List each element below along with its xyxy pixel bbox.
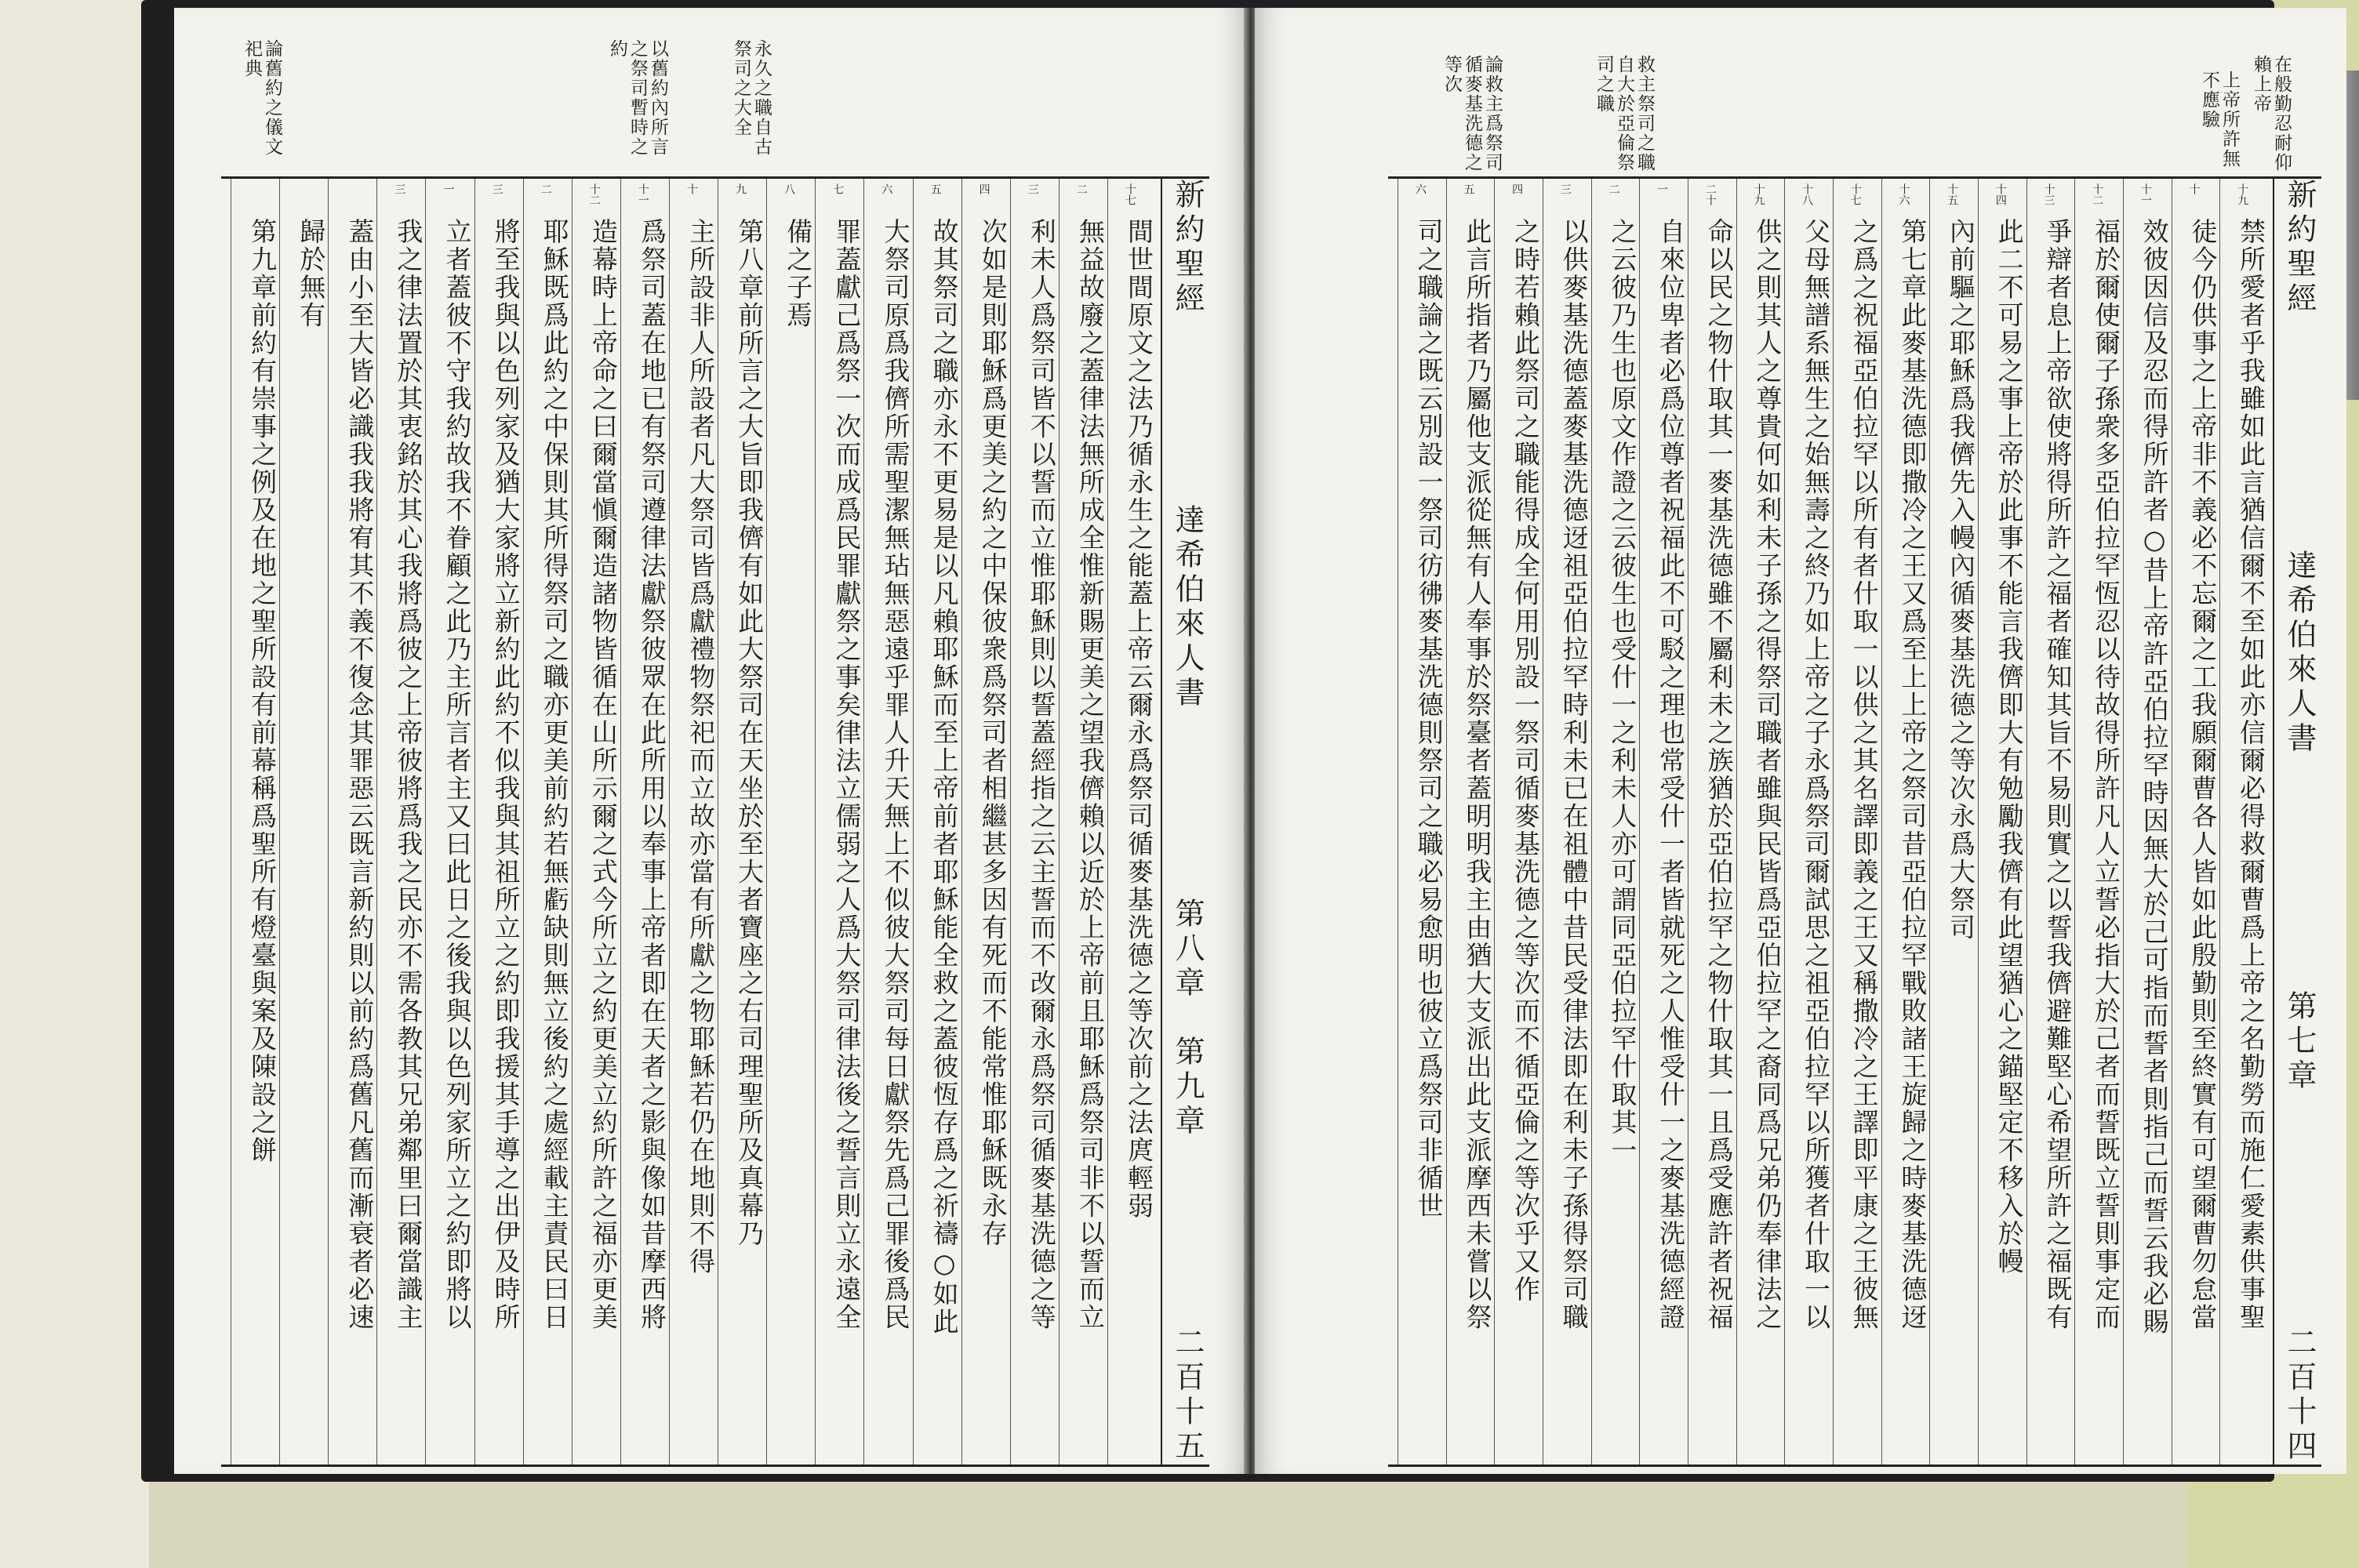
text-column: 耶穌既爲此約之中保則其所得祭司之職亦更美前約若無虧缺則無立後約之處經載主責民曰日 bbox=[523, 179, 570, 1465]
text-column: 我之律法置於其衷銘於其心我將爲彼之上帝彼將爲我之民亦不需各教其兄弟鄰里曰爾當識主 bbox=[376, 179, 423, 1465]
line-number: 五 bbox=[1462, 183, 1475, 194]
line-number: 十四 bbox=[1994, 183, 2007, 205]
right-running-head-chapter: 第七章 bbox=[2282, 989, 2317, 1094]
text-column: 此言所指者乃屬他支派從無有人奉事於祭臺者蓋明明我主由猶大支派出此支派摩西未嘗以祭 bbox=[1446, 179, 1493, 1465]
text-column: 之云彼乃生也原文作證之云彼生也受什一之利未人亦可謂同亞伯拉罕什取其一 bbox=[1591, 179, 1638, 1465]
left-marginal-note-2: 以舊約內所言之祭司暫時之約 bbox=[607, 39, 668, 157]
desk-background-left bbox=[0, 0, 149, 1568]
right-bottom-variant-notes bbox=[1396, 1270, 2321, 1458]
right-marginal-note-2: 上帝所許無不應驗 bbox=[2199, 71, 2240, 169]
text-column: 故其祭司之職亦永不更易是以凡賴耶穌而至上帝前者耶穌能全救之蓋彼恆存爲之祈禱○如此 bbox=[913, 179, 960, 1465]
line-number: 五 bbox=[929, 183, 942, 194]
text-column: 禁所愛者乎我雖如此言猶信爾不至如此亦信爾必得救爾曹爲上帝之名勤勞而施仁愛素供事聖 bbox=[2219, 179, 2266, 1465]
text-column: 備之子焉 bbox=[766, 179, 813, 1465]
right-running-head-page-number: 二百十四 bbox=[2282, 1326, 2317, 1465]
line-number: 十 bbox=[685, 183, 698, 194]
text-column: 利未人爲祭司皆不以誓而立惟耶穌則以誓蓋經指之云主誓而不改爾永爲祭司循麥基洗德之等 bbox=[1010, 179, 1057, 1465]
right-marginal-note-4: 救主祭司之職自大於亞倫祭司之職 bbox=[1594, 55, 1655, 172]
text-column: 第九章前約有崇事之例及在地之聖所設有前幕稱爲聖所有燈臺與案及陳設之餅 bbox=[231, 179, 278, 1465]
line-number: 三 bbox=[1026, 183, 1039, 194]
text-column: 內前驅之耶穌爲我儕先入幔內循麥基洗德之等次永爲大祭司 bbox=[1929, 179, 1976, 1465]
text-column: 歸於無有 bbox=[279, 179, 326, 1465]
text-column: 命以民之物什取其一麥基洗德雖不屬利未之族猶於亞伯拉罕之物什取其一且爲受應許者祝福 bbox=[1688, 179, 1735, 1465]
text-column: 爲祭司蓋在地已有祭司遵律法獻祭彼眾在此所用以奉事上帝者即在天者之影與像如昔摩西將 bbox=[620, 179, 667, 1465]
text-column: 之時若賴此祭司之職能得成全何用別設一祭司循麥基洗德之等次而不循亞倫之等次乎又作 bbox=[1494, 179, 1541, 1465]
line-number: 一 bbox=[1656, 183, 1669, 194]
line-number: 十八 bbox=[1801, 183, 1814, 205]
text-column: 將至我與以色列家及猶大家將立新約此約不似我與其祖所立之約即我援其手導之出伊及時所 bbox=[474, 179, 522, 1465]
text-column: 次如是則耶穌爲更美之約之中保彼衆爲祭司者相繼甚多因有死而不能常惟耶穌既永存 bbox=[961, 179, 1009, 1465]
left-running-head-chapters: 第八章 第九章 bbox=[1170, 898, 1205, 1140]
left-running-head-page-number: 二百十五 bbox=[1170, 1326, 1205, 1465]
text-column: 司之職論之既云別設一祭司彷彿麥基洗德則祭司之職必易愈明也彼立爲祭司非循世 bbox=[1398, 179, 1445, 1465]
text-column: 之爲之祝福亞伯拉罕以所有者什取一以供之其名譯即義之王又稱撒冷之王譯即平康之王彼無 bbox=[1833, 179, 1880, 1465]
line-number: 十二 bbox=[587, 183, 601, 205]
line-number: 十六 bbox=[1897, 183, 1910, 205]
text-column: 徒今仍供事之上帝非不義必不忘爾之工我願爾曹各人皆如此殷勤則至終實有可望爾曹勿怠當 bbox=[2172, 179, 2219, 1465]
text-column: 蓋由小至大皆必識我我將宥其不義不復念其罪惡云既言新約則以前約爲舊凡舊而漸衰者必速 bbox=[328, 179, 375, 1465]
line-number: 十 bbox=[2187, 183, 2201, 194]
line-number: 二十 bbox=[1703, 183, 1717, 205]
text-column: 造幕時上帝命之曰爾當愼爾造諸物皆循在山所示爾之式今所立之約更美立約所許之福亦更美 bbox=[572, 179, 619, 1465]
text-column: 無益故廢之蓋律法無所成全惟新賜更美之望我儕賴以近於上帝前且耶穌爲祭司非不以誓而立 bbox=[1059, 179, 1106, 1465]
line-number: 九 bbox=[734, 183, 747, 194]
text-column: 此二不可易之事上帝於此事不能言我儕即大有勉勵我儕有此望猶心之錨堅定不移入於幔 bbox=[1978, 179, 2025, 1465]
text-column: 第八章前所言之大旨即我儕有如此大祭司在天坐於至大者寶座之右司理聖所及真幕乃 bbox=[718, 179, 765, 1465]
left-bottom-variant-notes bbox=[237, 1270, 1209, 1458]
left-running-head-title: 新約聖經 bbox=[1170, 179, 1205, 317]
line-number: 十九 bbox=[1752, 183, 1765, 205]
right-running-head-book: 達希伯來人書 bbox=[2282, 550, 2317, 757]
line-number: 十二 bbox=[2091, 183, 2104, 205]
right-marginal-note-3: 論救主爲祭司循麥基洗德之等次 bbox=[1441, 55, 1503, 172]
text-column: 間世間原文之法乃循永生之能蓋上帝云爾永爲祭司循麥基洗德之等次前之法庹輕弱 bbox=[1107, 179, 1154, 1465]
line-number: 十五 bbox=[1946, 183, 1959, 205]
line-number: 四 bbox=[977, 183, 990, 194]
text-column: 第七章此麥基洗德即撒冷之王又爲至上上帝之祭司昔亞伯拉罕戰敗諸王旋歸之時麥基洗德迓 bbox=[1881, 179, 1928, 1465]
line-number: 三 bbox=[393, 183, 406, 194]
text-column: 父母無譜系無生之始無壽之終乃如上帝之子永爲祭司爾試思之祖亞伯拉罕以所獲者什取一以 bbox=[1784, 179, 1831, 1465]
left-page bbox=[174, 8, 1247, 1474]
text-column: 罪蓋獻己爲祭一次而成爲民罪獻祭之事矣律法立儒弱之人爲大祭司律法後之誓言則立永遠全 bbox=[815, 179, 862, 1465]
line-number: 十三 bbox=[2042, 183, 2055, 205]
line-number: 六 bbox=[1413, 183, 1427, 194]
line-number: 七 bbox=[831, 183, 845, 194]
left-marginal-note-3: 永久之職自古祭司之大全 bbox=[731, 39, 772, 157]
line-number: 十一 bbox=[2139, 183, 2152, 205]
text-column: 效彼因信及忍而得所許者○昔上帝許亞伯拉罕時因無大於己可指而誓者則指己而誓云我必賜 bbox=[2123, 179, 2170, 1465]
line-number: 一 bbox=[442, 183, 455, 194]
text-column: 供之則其人之尊貴何如利未子孫之得祭司職者雖與民皆爲亞伯拉罕之裔同爲兄弟仍奉律法之 bbox=[1736, 179, 1783, 1465]
right-page bbox=[1255, 8, 2346, 1474]
line-number: 四 bbox=[1510, 183, 1524, 194]
left-running-head-book: 達希伯來人書 bbox=[1170, 503, 1205, 711]
text-column: 爭辯者息上帝欲使將得所許之福者確知其旨不易則實之以誓我儕避難堅心希望所許之福既有 bbox=[2026, 179, 2074, 1465]
line-number: 二 bbox=[1607, 183, 1620, 194]
line-number: 十七 bbox=[1123, 183, 1136, 205]
right-marginal-note-1: 在般勤忍耐仰賴上帝 bbox=[2251, 55, 2292, 172]
text-column: 主所設非人所設者凡大祭司皆爲獻禮物祭祀而立故亦當有所獻之物耶穌若仍在地則不得 bbox=[669, 179, 716, 1465]
line-number: 六 bbox=[880, 183, 893, 194]
text-column: 大祭司原爲我儕所需聖潔無玷無惡遠乎罪人升天無上不似彼大祭司每日獻祭先爲己罪後爲民 bbox=[863, 179, 911, 1465]
line-number: 二 bbox=[539, 183, 552, 194]
text-column: 立者蓋彼不守我約故我不眷顧之此乃主所言者主又曰此日之後我與以色列家所立之約即將以 bbox=[425, 179, 472, 1465]
line-number: 十一 bbox=[636, 183, 649, 205]
text-column: 福於爾使爾子孫衆多亞伯拉罕恆忍以待故得所許凡人立誓必指大於己者而誓既立誓則事定而 bbox=[2074, 179, 2121, 1465]
right-running-head-title: 新約聖經 bbox=[2282, 179, 2317, 317]
line-number: 三 bbox=[1558, 183, 1572, 194]
line-number: 二 bbox=[1074, 183, 1088, 194]
line-number: 三 bbox=[490, 183, 503, 194]
text-column: 以供麥基洗德蓋麥基洗德迓祖亞伯拉罕時利未已在祖體中昔民受律法即在利未子孫得祭司職 bbox=[1543, 179, 1590, 1465]
line-number: 十七 bbox=[1848, 183, 1862, 205]
text-column: 自來位卑者必爲位尊者祝福此不可駁之理也常受什一者皆就死之人惟受什一之麥基洗德經證 bbox=[1639, 179, 1686, 1465]
left-marginal-note-1: 論舊約之儀文祀典 bbox=[242, 39, 282, 157]
line-number: 十九 bbox=[2236, 183, 2249, 205]
line-number: 八 bbox=[783, 183, 796, 194]
